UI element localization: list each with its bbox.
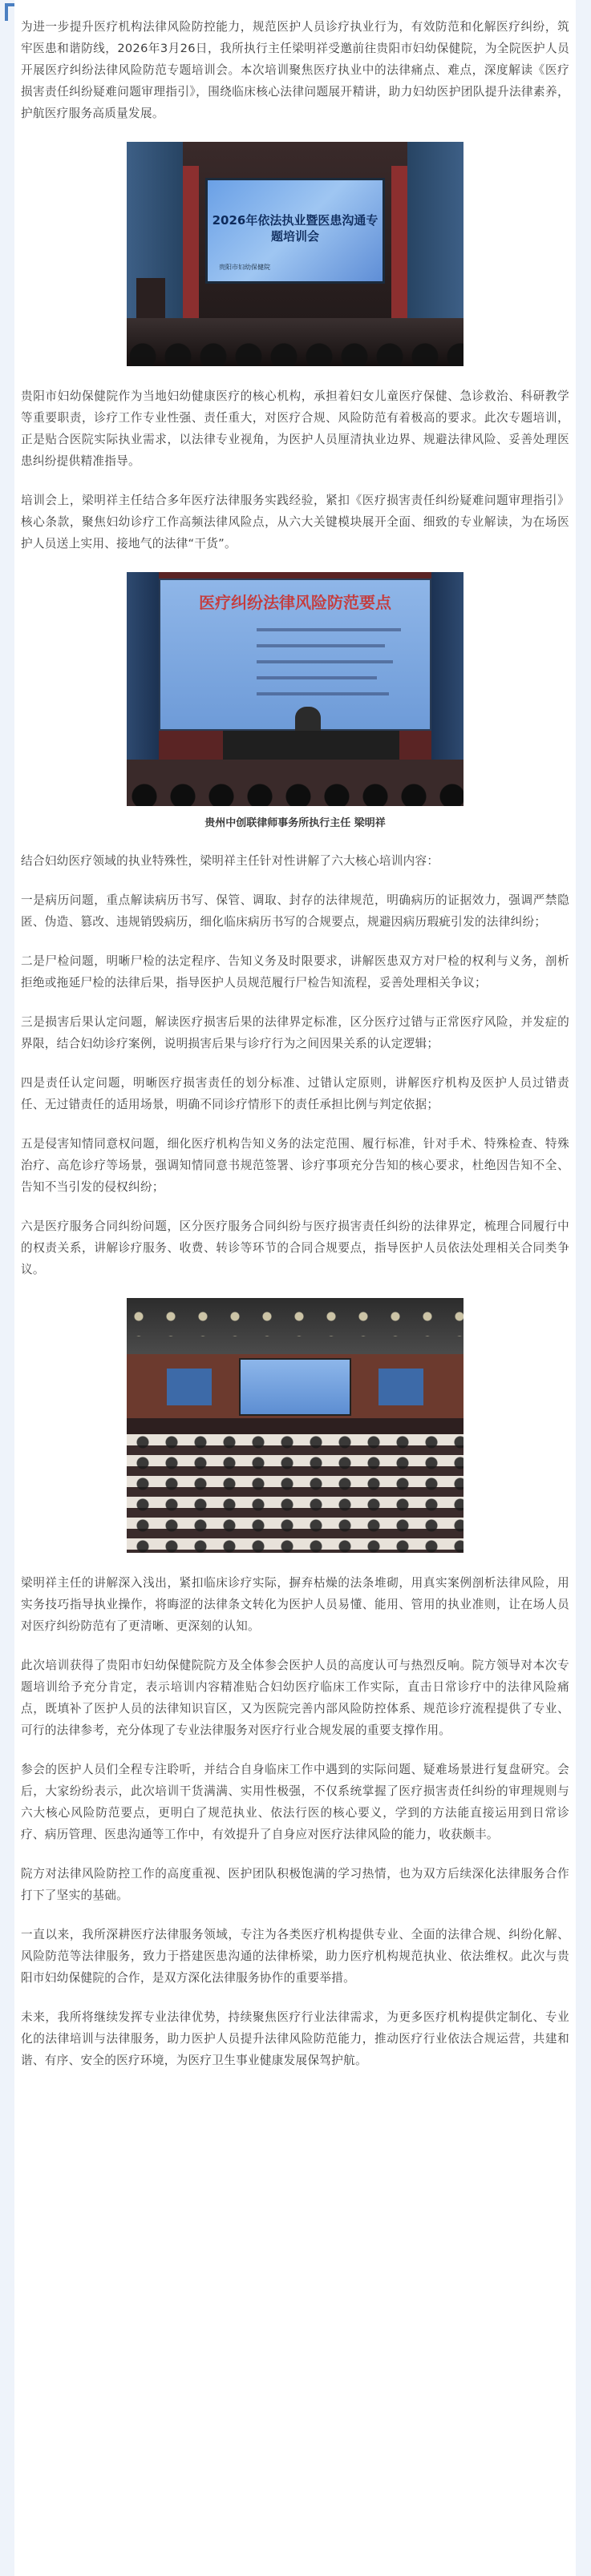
paragraph-topic-3: 三是损害后果认定问题，解读医疗损害后果的法律界定标准，区分医疗过错与正常医疗风险，并发症的界限，结合妇幼诊疗案例，说明损害后果与诊疗行为之间因果关系的认定逻辑； [21,1015,569,1050]
paragraph-lecture-style: 梁明祥主任的讲解深入浅出，紧扣临床诊疗实际，摒弃枯燥的法条堆砌，用真实案例剖析法律风险，用实务技巧指导执业操作，将晦涩的法律条文转化为医护人员易懂、能用、管用的执业准则，让在场人员对医疗纠纷防范有了更清晰、更深刻的认知。 [21,1576,569,1633]
speaker-table [223,731,399,760]
red-band-left [183,166,199,326]
projection-screen [205,178,385,284]
screen-text-line [257,660,393,663]
podium [136,278,165,318]
side-screen-left [167,1369,212,1405]
paragraph-six-topics-intro: 结合妇幼医疗领域的执业特殊性，梁明祥主任针对性讲解了六大核心培训内容： [21,854,439,868]
screen-text-line [257,692,389,695]
screen-text-line [257,644,385,647]
paragraph-training: 培训会上，梁明祥主任结合多年医疗法律服务实践经验，紧扣《医疗损害责任纠纷疑难问题审理指引》核心条款，聚焦妇幼诊疗工作高频法律风险点，从六大关键模块展开全面、细致的专业解读，为在场医护人员送上实用、接地气的法律“干货”。 [21,494,569,550]
article-body [14,0,576,2576]
paragraph-intro: 为进一步提升医疗机构法律风险防控能力，规范医护人员诊疗执业行为，有效防范和化解医疗纠纷，筑牢医患和谐防线，2026年3月26日，我所执行主任梁明祥受邀前往贵阳市妇幼保健院，为全院医护人员开展医疗纠纷法律风险防范专题培训会。本次培训聚焦医疗执业中的法律痛点、难点，深度解读《医疗损害责任纠纷疑难问题审理指引》，围绕临床核心法律问题展开精讲，助力妇幼医护团队提升法律素养，护航医疗服务高质量发展。 [21,20,569,120]
speaker-figure [295,707,321,734]
ceiling-lights [127,1304,463,1336]
screen-title: 2026年依法执业暨医患沟通专题培训会 [212,213,378,244]
photo-lecture-hall [127,1298,463,1553]
paragraph-topic-2: 二是尸检问题，明晰尸检的法定程序、告知义务及时限要求，讲解医患双方对尸检的权利与义务，剖析拒绝或拖延尸检的法律后果，指导医护人员规范履行尸检告知流程，妥善处理相关争议； [21,954,569,990]
projection-screen [239,1358,351,1416]
screen-text-line [257,676,377,679]
audience-heads [127,774,463,806]
audience-people [127,1434,463,1553]
side-screen-right [378,1369,423,1405]
red-band-right [391,166,407,326]
screen-title: 医疗纠纷法律风险防范要点 [199,593,391,612]
photo-speaker [127,572,463,806]
stage [127,1418,463,1434]
screen-text-line [257,628,401,631]
paragraph-foundation: 院方对法律风险防控工作的高度重视、医护团队积极饱满的学习热情，也为双方后续深化法律服务合作打下了坚实的基础。 [21,1867,569,1902]
paragraph-feedback: 此次培训获得了贵阳市妇幼保健院院方及全体参会医护人员的高度认可与热烈反响。院方领导对本次专题培训给予充分肯定，表示培训内容精准贴合妇幼医疗临床工作实际，直击日常诊疗中的法律风险痛点，既填补了医护人员的法律知识盲区，又为医院完善内部风险防控体系、规范诊疗流程提供了专业、可行的法律参考，充分体现了专业法律服务对医疗行业合规发展的重要支撑作用。 [21,1659,569,1737]
paragraph-firm-service: 一直以来，我所深耕医疗法律服务领域，专注为各类医疗机构提供专业、全面的法律合规、纠纷化解、风险防范等法律服务，致力于搭建医患沟通的法律桥梁，助力医疗机构规范执业、依法维权。此次与贵阳市妇幼保健院的合作，是双方深化法律服务协作的重要举措。 [21,1928,569,1985]
paragraph-future: 未来，我所将继续发挥专业法律优势，持续聚焦医疗行业法律需求，为更多医疗机构提供定制化、专业化的法律培训与法律服务，助力医护人员提升法律风险防范能力，推动医疗行业依法合规运营，共建和谐、有序、安全的医疗环境，为医疗卫生事业健康发展保驾护航。 [21,2010,569,2067]
paragraph-topic-6: 六是医疗服务合同纠纷问题，区分医疗服务合同纠纷与医疗损害责任纠纷的法律界定，梳理合同履行中的权责关系，讲解诊疗服务、收费、转诊等环节的合同合规要点，指导医护人员依法处理相关合同类争议。 [21,1219,569,1276]
paragraph-hospital: 贵阳市妇幼保健院作为当地妇幼健康医疗的核心机构，承担着妇女儿童医疗保健、急诊救治、科研教学等重要职责，诊疗工作专业性强、责任重大，对医疗合规、风险防范有着极高的要求。此次专题培训，正是贴合医院实际执业需求，以法律专业视角，为医护人员厘清执业边界、规避法律风险、妥善处理医患纠纷提供精准指导。 [21,389,569,468]
projection-screen [159,578,431,731]
paragraph-topic-1: 一是病历问题，重点解读病历书写、保管、调取、封存的法律规范，明确病历的证据效力，强调严禁隐匿、伪造、篡改、违规销毁病历，细化临床病历书写的合规要点，规避因病历瑕疵引发的法律纠纷； [21,893,569,929]
paragraph-topic-4: 四是责任认定问题，明晰医疗损害责任的划分标准、过错认定原则，讲解医疗机构及医护人员过错责任、无过错责任的适用场景，明确不同诊疗情形下的责任承担比例与判定依据； [21,1076,569,1111]
paragraph-topic-5: 五是侵害知情同意权问题，细化医疗机构告知义务的法定范围、履行标准，针对手术、特殊检查、特殊治疗、高危诊疗等场景，强调知情同意书规范签署、诊疗事项充分告知的核心要求，杜绝因告知不全、告知不当引发的侵权纠纷； [21,1137,569,1194]
audience-heads [127,333,463,366]
paragraph-attendees: 参会的医护人员们全程专注聆听，并结合自身临床工作中遇到的实际问题、疑难场景进行复盘研究。会后，大家纷纷表示，此次培训干货满满、实用性极强，不仅系统掌握了医疗损害责任纠纷的审理规则与六大核心风险防范要点，更明白了规范执业、依法行医的核心要义，学到的方法能直接运用到日常诊疗、病历管理、医患沟通等工作中，有效提升了自身应对医疗法律风险的能力，收获颇丰。 [21,1763,569,1841]
photo-conference-screen [127,142,463,366]
screen-logo: 贵阳市妇幼保健院 [219,264,270,271]
photo-caption: 贵州中创联律师事务所执行主任 梁明祥 [204,817,386,829]
